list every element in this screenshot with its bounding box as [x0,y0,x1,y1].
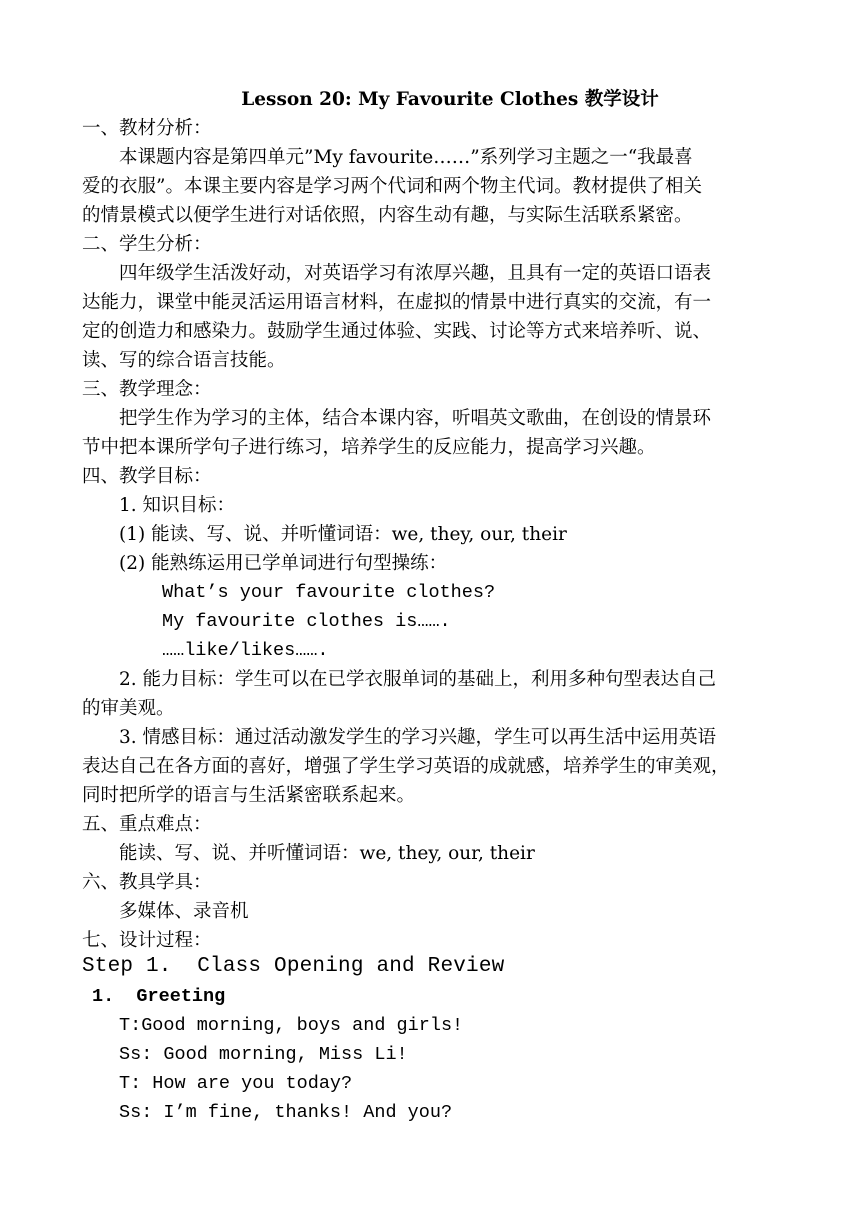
paragraph-line: 达能力，课堂中能灵活运用语言材料，在虚拟的情景中进行真实的交流，有一 [82,292,712,313]
step-subheading-greeting: 1. Greeting [92,986,226,1007]
section-heading-design-process: 七、设计过程： [82,930,212,951]
example-sentence: ……like/likes……. [162,640,329,661]
objective-ability-line: 2. 能力目标：学生可以在已学衣服单词的基础上，利用多种句型表达自己 [119,669,717,690]
example-sentence: What’s your favourite clothes? [162,582,496,603]
paragraph-line: 本课题内容是第四单元”My favourite……”系列学习主题之一“我最喜 [119,147,693,168]
objective-knowledge-title: 1. 知识目标： [119,495,236,516]
paragraph-line: 定的创造力和感染力。鼓励学生通过体验、实践、讨论等方式来培养听、说、 [82,321,712,342]
section-heading-teaching-philosophy: 三、教学理念： [82,379,212,400]
paragraph-line: 能读、写、说、并听懂词语：we, they, our, their [119,843,535,864]
dialog-line: T:Good morning, boys and girls! [119,1015,464,1036]
objective-ability-line: 的审美观。 [82,698,175,719]
section-heading-teaching-objectives: 四、教学目标： [82,466,212,487]
paragraph-line: 爱的衣服”。本课主要内容是学习两个代词和两个物主代词。教材提供了相关 [82,176,702,197]
step-title: Step 1. Class Opening and Review [82,955,505,978]
section-heading-key-points: 五、重点难点： [82,814,212,835]
objective-emotion-line: 3. 情感目标：通过活动激发学生的学习兴趣，学生可以再生活中运用英语 [119,727,717,748]
paragraph-line: 的情景模式以便学生进行对话依照，内容生动有趣，与实际生活联系紧密。 [82,205,693,226]
paragraph-line: 把学生作为学习的主体，结合本课内容，听唱英文歌曲，在创设的情景环 [119,408,712,429]
objective-emotion-line: 表达自己在各方面的喜好，增强了学生学习英语的成就感，培养学生的审美观， [82,756,730,777]
section-heading-student-analysis: 二、学生分析： [82,234,212,255]
objective-emotion-line: 同时把所学的语言与生活紧密联系起来。 [82,785,416,806]
section-heading-textbook-analysis: 一、教材分析： [82,118,212,139]
paragraph-line: 多媒体、录音机 [119,901,249,922]
dialog-line: T: How are you today? [119,1073,353,1094]
dialog-line: Ss: Good morning, Miss Li! [119,1044,408,1065]
section-heading-teaching-aids: 六、教具学具： [82,872,212,893]
objective-knowledge-item-1: (1) 能读、写、说、并听懂词语：we, they, our, their [119,524,567,545]
objective-knowledge-item-2: (2) 能熟练运用已学单词进行句型操练： [119,553,448,574]
example-sentence: My favourite clothes is……. [162,611,451,632]
paragraph-line: 读、写的综合语言技能。 [82,350,286,371]
paragraph-line: 四年级学生活泼好动，对英语学习有浓厚兴趣，且具有一定的英语口语表 [119,263,712,284]
document-title: Lesson 20: My Favourite Clothes 教学设计 [241,89,659,110]
dialog-line: Ss: I’m fine, thanks! And you? [119,1102,453,1123]
paragraph-line: 节中把本课所学句子进行练习，培养学生的反应能力，提高学习兴趣。 [82,437,656,458]
